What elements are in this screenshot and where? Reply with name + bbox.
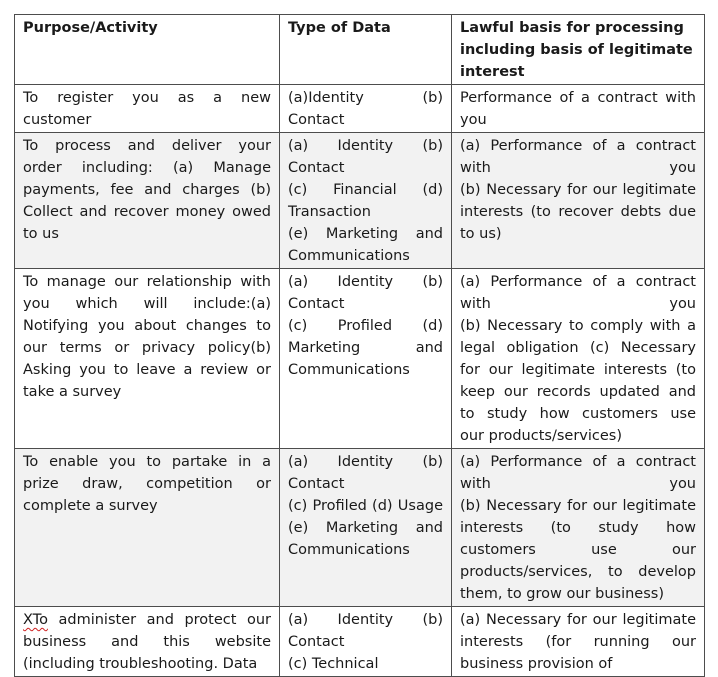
cell-line: business provision of [460,656,613,672]
cell-line: (a) Identity (b) [288,612,443,628]
cell-line: with you [460,160,696,176]
cell-basis [452,85,705,133]
cell-line: Transaction [288,204,371,220]
cell-line: customers use our [460,542,696,558]
cell-basis [452,269,705,449]
cell-line: products/services, to develop [460,564,696,580]
cell-line: them, to grow our business) [460,586,664,602]
cell-line: (a) Performance of a contract [460,274,696,290]
cell-type [280,269,452,449]
cell-line: to study how customers use [460,406,696,422]
cell-line: To manage our relationship with [23,274,271,290]
cell-purpose [15,269,280,449]
cell-line: (b) Necessary for our legitimate [460,498,696,514]
header-type: Type of Data [280,15,452,85]
cell-line: (a) Identity (b) [288,454,443,470]
cell-line: (a)Identity (b) [288,90,443,106]
cell-line: Contact [288,476,345,492]
cell-line: Contact [288,296,345,312]
cell-line: (a) Identity (b) [288,274,443,290]
cell-line: take a survey [23,384,122,400]
cell-line: (c) Financial (d) [288,182,443,198]
cell-line: with you [460,296,696,312]
cell-line: interests (for running our [460,634,696,650]
cell-line: (a) Identity (b) [288,138,443,154]
cell-line: (b) Necessary for our legitimate [460,182,696,198]
cell-line: with you [460,476,696,492]
cell-line: for our legitimate interests (to [460,362,696,378]
cell-line: Contact [288,160,345,176]
cell-basis [452,607,705,677]
cell-line: (a) Performance of a contract [460,454,696,470]
cell-line: you which will include:(a) [23,296,271,312]
cell-line: order including: (a) Manage [23,160,271,176]
document-frame [14,14,704,672]
cell-line: complete a survey [23,498,158,514]
cell-line: prize draw, competition or [23,476,271,492]
cell-line [23,609,271,631]
cell-line: Performance of a contract with [460,90,696,106]
cell-basis [452,449,705,607]
cell-line: Asking you to leave a review or [23,362,271,378]
cell-line: Notifying you about changes to [23,318,271,334]
cell-line: (c) Technical [288,656,379,672]
cell-line: you [460,112,487,128]
cell-line: legal obligation (c) Necessary [460,340,696,356]
cell-line: Marketing and [288,340,443,356]
cell-purpose [15,449,280,607]
cell-line: Communications [288,248,410,264]
cell-line: Contact [288,112,345,128]
cell-line: (including troubleshooting. Data [23,656,258,672]
table-row [15,607,705,677]
cell-purpose [15,85,280,133]
cell-line: customer [23,112,92,128]
cell-type [280,607,452,677]
table-body [15,85,705,677]
cell-type [280,449,452,607]
lawful-basis-table [14,14,705,677]
cell-line: To register you as a new [23,90,271,106]
cell-line: interests (to study how [460,520,696,536]
cell-type [280,85,452,133]
cell-line: (c) Profiled (d) Usage [288,498,443,514]
cell-line: our terms or privacy policy(b) [23,340,271,356]
cell-line: Contact [288,634,345,650]
header-row [15,15,705,85]
cell-line: (a) Performance of a contract [460,138,696,154]
cell-purpose [15,607,280,677]
cell-line: Communications [288,542,410,558]
cell-line: To process and deliver your [23,138,271,154]
cell-type [280,133,452,269]
table-row [15,133,705,269]
cell-line: (c) Profiled (d) [288,318,443,334]
cell-line: (e) Marketing and [288,226,443,242]
cell-line: payments, fee and charges (b) [23,182,271,198]
cell-purpose [15,133,280,269]
cell-line: Communications [288,362,410,378]
header-purpose: Purpose/Activity [15,15,280,85]
table-row [15,85,705,133]
cell-line: (b) Necessary to comply with a [460,318,696,334]
cell-line: interests (to recover debts due [460,204,696,220]
cell-line: Collect and recover money owed [23,204,271,220]
cell-line: business and this website [23,634,271,650]
table-row [15,449,705,607]
cell-line: to us) [460,226,502,242]
header-basis: Lawful basis for processing including basis of legitimate interest [452,15,705,85]
table-row [15,269,705,449]
cell-line: to us [23,226,59,242]
cell-line: keep our records updated and [460,384,696,400]
cell-line: To enable you to partake in a [23,454,271,470]
cell-line: (e) Marketing and [288,520,443,536]
cell-line: (a) Necessary for our legitimate [460,612,696,628]
spellcheck-flagged-word: XTo [23,612,48,628]
cell-line-text: administer and protect our [47,612,271,628]
cell-basis [452,133,705,269]
cell-line: our products/services) [460,428,622,444]
